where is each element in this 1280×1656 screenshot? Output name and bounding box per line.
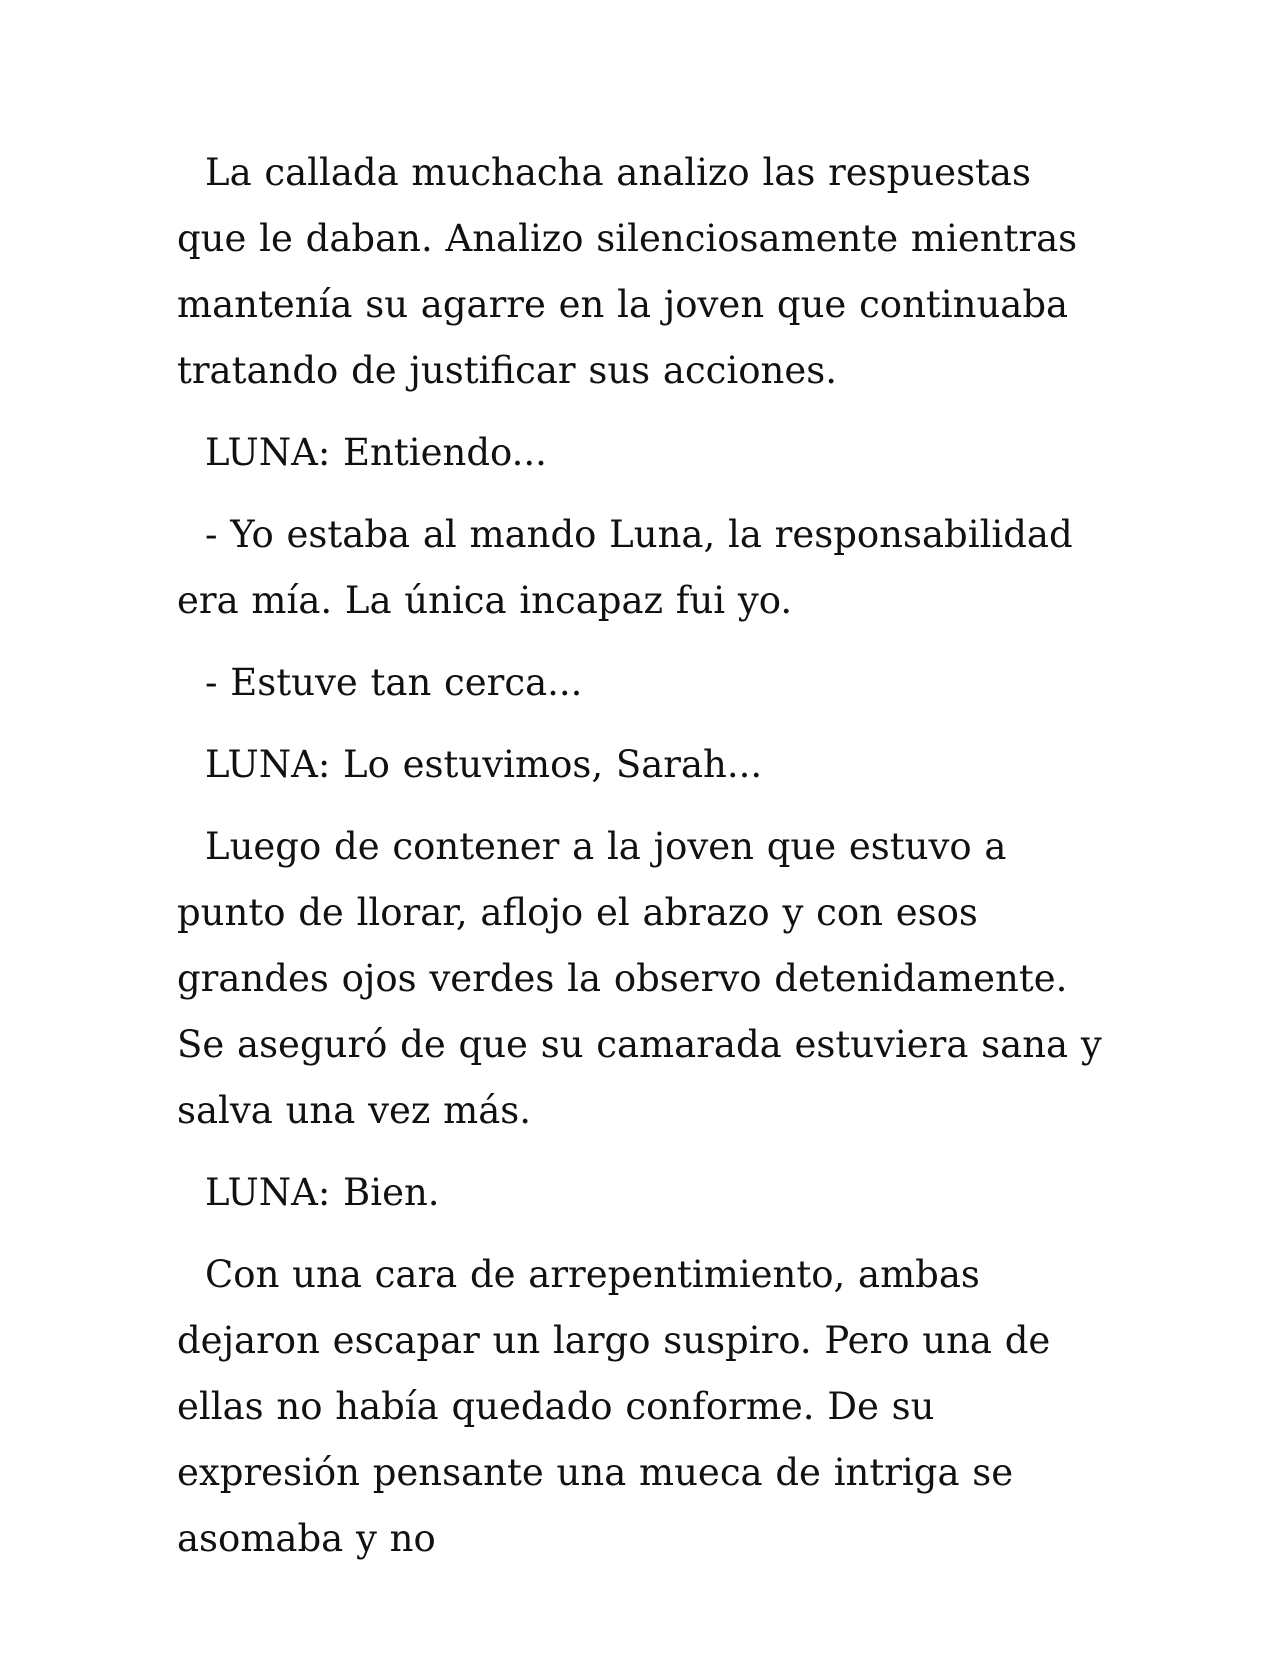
paragraph-7: LUNA: Bien. [205,1171,440,1214]
paragraph-8: Con una cara de arrepentimiento, ambas dejaron escapar un largo suspiro. Pero una de ellas no había quedado conforme. De su expresión pensante una mueca de intriga se asomaba y no [177,1253,1051,1560]
paragraph-2: LUNA: Entiendo... [205,431,547,474]
paragraph-5: LUNA: Lo estuvimos, Sarah... [205,743,763,786]
paragraph-6: Luego de contener a la joven que estuvo a punto de llorar, aflojo el abrazo y con esos grandes ojos verdes la observo detenidamente. Se aseguró de que su camarada estuviera sana y salva una vez más. [177,825,1102,1132]
page-body [177,140,1107,1588]
paragraph-1: La callada muchacha analizo las respuestas que le daban. Analizo silenciosamente mientras mantenía su agarre en la joven que continuaba tratando de justificar sus acciones. [177,151,1078,392]
paragraph-4: - Estuve tan cerca... [205,661,583,704]
paragraph-3: - Yo estaba al mando Luna, la responsabilidad era mía. La única incapaz fui yo. [177,513,1073,622]
